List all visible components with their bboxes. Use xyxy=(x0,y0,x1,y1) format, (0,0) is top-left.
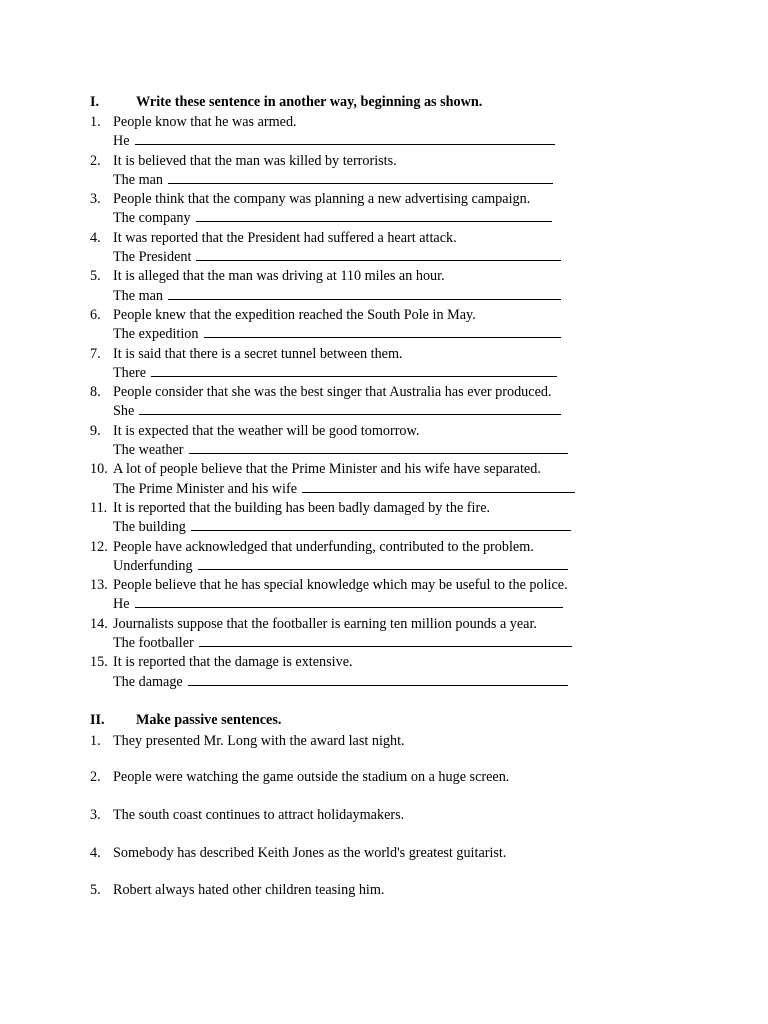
item-answer-line xyxy=(90,364,708,383)
item-answer-line xyxy=(90,518,708,537)
answer-start-words: The President xyxy=(113,249,192,266)
exercise-item xyxy=(90,229,708,268)
answer-blank[interactable] xyxy=(135,606,563,608)
item-number: 4. xyxy=(90,229,101,246)
passive-item xyxy=(90,768,708,788)
item-sentence: Somebody has described Keith Jones as the world's greatest guitarist. xyxy=(113,845,507,861)
section-1-heading xyxy=(90,94,482,111)
answer-start-words: The man xyxy=(113,287,164,304)
exercise-item xyxy=(90,190,708,229)
item-prompt-line xyxy=(90,152,708,171)
item-number: 11. xyxy=(90,500,108,516)
item-number: 10. xyxy=(90,461,108,478)
answer-start-words: Underfunding xyxy=(113,557,193,574)
item-number: 2. xyxy=(90,769,101,785)
item-number: 4. xyxy=(90,845,101,861)
answer-blank[interactable] xyxy=(191,529,571,531)
item-sentence: Journalists suppose that the footballer is earning ten million pounds a year. xyxy=(113,615,537,632)
answer-blank[interactable] xyxy=(188,684,568,686)
answer-blank[interactable] xyxy=(151,375,557,377)
item-number: 7. xyxy=(90,345,101,362)
item-answer-line xyxy=(90,402,708,421)
item-prompt-line xyxy=(90,460,708,479)
item-answer-line xyxy=(90,248,708,267)
item-answer-line xyxy=(90,634,708,653)
item-prompt-line xyxy=(90,422,708,441)
item-sentence: People believe that he has special knowledge which may be useful to the police. xyxy=(113,577,568,594)
section-2-numeral: II. xyxy=(90,712,105,728)
section-2-title: Make passive sentences. xyxy=(136,712,282,728)
answer-blank[interactable] xyxy=(168,298,561,300)
item-number: 15. xyxy=(90,654,108,671)
item-sentence: It is alleged that the man was driving at 110 miles an hour. xyxy=(113,268,445,285)
item-prompt-line xyxy=(90,345,708,364)
item-answer-line xyxy=(90,287,708,306)
answer-start-words: She xyxy=(113,403,135,420)
exercise-item xyxy=(90,576,708,615)
passive-item xyxy=(90,881,708,901)
exercise-item xyxy=(90,345,708,384)
item-number: 9. xyxy=(90,422,101,439)
item-prompt-line xyxy=(90,229,708,248)
section-1-numeral: I. xyxy=(90,94,100,110)
item-prompt-line xyxy=(90,538,708,557)
item-prompt-line xyxy=(90,576,708,595)
answer-start-words: The footballer xyxy=(113,635,194,652)
item-answer-line xyxy=(90,557,708,576)
item-answer-line xyxy=(90,673,708,692)
exercise-item xyxy=(90,653,708,692)
answer-blank[interactable] xyxy=(168,182,553,184)
item-prompt-line xyxy=(90,615,708,634)
answer-start-words: He xyxy=(113,596,130,613)
exercise-item xyxy=(90,306,708,345)
exercise-item xyxy=(90,538,708,577)
item-number: 14. xyxy=(90,615,108,632)
answer-start-words: The damage xyxy=(113,673,183,690)
passive-item xyxy=(90,844,708,864)
item-sentence: It is said that there is a secret tunnel between them. xyxy=(113,345,403,362)
answer-blank[interactable] xyxy=(199,645,572,647)
item-sentence: A lot of people believe that the Prime Minister and his wife have separated. xyxy=(113,461,541,478)
item-number: 1. xyxy=(90,733,101,749)
item-number: 6. xyxy=(90,307,101,323)
item-sentence: People knew that the expedition reached the South Pole in May. xyxy=(113,307,476,323)
item-sentence: People were watching the game outside the stadium on a huge screen. xyxy=(113,769,510,785)
answer-blank[interactable] xyxy=(135,143,555,145)
answer-start-words: There xyxy=(113,364,147,381)
item-number: 3. xyxy=(90,807,101,823)
answer-blank[interactable] xyxy=(189,452,568,454)
item-prompt-line xyxy=(90,499,708,518)
item-answer-line xyxy=(90,171,708,190)
answer-blank[interactable] xyxy=(204,336,562,338)
item-answer-line xyxy=(90,595,708,614)
exercise-item xyxy=(90,383,708,422)
exercise-item xyxy=(90,615,708,654)
answer-blank[interactable] xyxy=(139,413,561,415)
answer-blank[interactable] xyxy=(198,568,568,570)
answer-start-words: The expedition xyxy=(113,326,199,343)
item-answer-line xyxy=(90,132,708,151)
exercise-item xyxy=(90,499,708,538)
item-answer-line xyxy=(90,325,708,344)
answer-start-words: He xyxy=(113,133,130,150)
exercise-item xyxy=(90,113,708,152)
exercise-item xyxy=(90,152,708,191)
item-sentence: It was reported that the President had suffered a heart attack. xyxy=(113,229,457,246)
answer-start-words: The Prime Minister and his wife xyxy=(113,480,298,497)
item-number: 13. xyxy=(90,577,108,594)
item-sentence: The south coast continues to attract holidaymakers. xyxy=(113,807,405,823)
item-sentence: It is reported that the damage is extensive. xyxy=(113,654,353,671)
item-prompt-line xyxy=(90,113,708,132)
answer-blank[interactable] xyxy=(196,259,561,261)
exercise-item xyxy=(90,460,708,499)
passive-item xyxy=(90,806,708,826)
item-sentence: People think that the company was planning a new advertising campaign. xyxy=(113,191,531,208)
answer-blank[interactable] xyxy=(196,220,552,222)
section-2-heading xyxy=(90,712,281,729)
item-prompt-line xyxy=(90,306,708,325)
passive-item xyxy=(90,732,708,752)
item-sentence: People have acknowledged that underfunding, contributed to the problem. xyxy=(113,538,534,555)
item-answer-line xyxy=(90,441,708,460)
item-prompt-line xyxy=(90,383,708,402)
item-sentence: It is expected that the weather will be good tomorrow. xyxy=(113,422,420,439)
item-answer-line xyxy=(90,209,708,228)
exercise-item xyxy=(90,267,708,306)
item-sentence: It is believed that the man was killed by terrorists. xyxy=(113,152,397,169)
item-number: 8. xyxy=(90,384,101,401)
item-number: 1. xyxy=(90,114,101,130)
answer-blank[interactable] xyxy=(302,491,575,493)
item-prompt-line xyxy=(90,653,708,672)
item-sentence: They presented Mr. Long with the award last night. xyxy=(113,733,405,749)
item-answer-line xyxy=(90,480,708,499)
answer-start-words: The man xyxy=(113,171,164,188)
answer-start-words: The company xyxy=(113,210,191,227)
item-prompt-line xyxy=(90,267,708,286)
item-number: 12. xyxy=(90,538,108,555)
item-sentence: People know that he was armed. xyxy=(113,114,297,130)
item-number: 2. xyxy=(90,152,101,169)
item-number: 5. xyxy=(90,882,101,898)
section-1-title: Write these sentence in another way, beginning as shown. xyxy=(136,94,483,110)
item-sentence: It is reported that the building has been badly damaged by the fire. xyxy=(113,500,491,516)
item-sentence: People consider that she was the best singer that Australia has ever produced. xyxy=(113,384,552,401)
exercise-item xyxy=(90,422,708,461)
item-sentence: Robert always hated other children teasing him. xyxy=(113,882,385,898)
item-number: 3. xyxy=(90,191,101,208)
item-prompt-line xyxy=(90,190,708,209)
item-number: 5. xyxy=(90,268,101,285)
answer-start-words: The weather xyxy=(113,442,184,459)
answer-start-words: The building xyxy=(113,519,186,536)
